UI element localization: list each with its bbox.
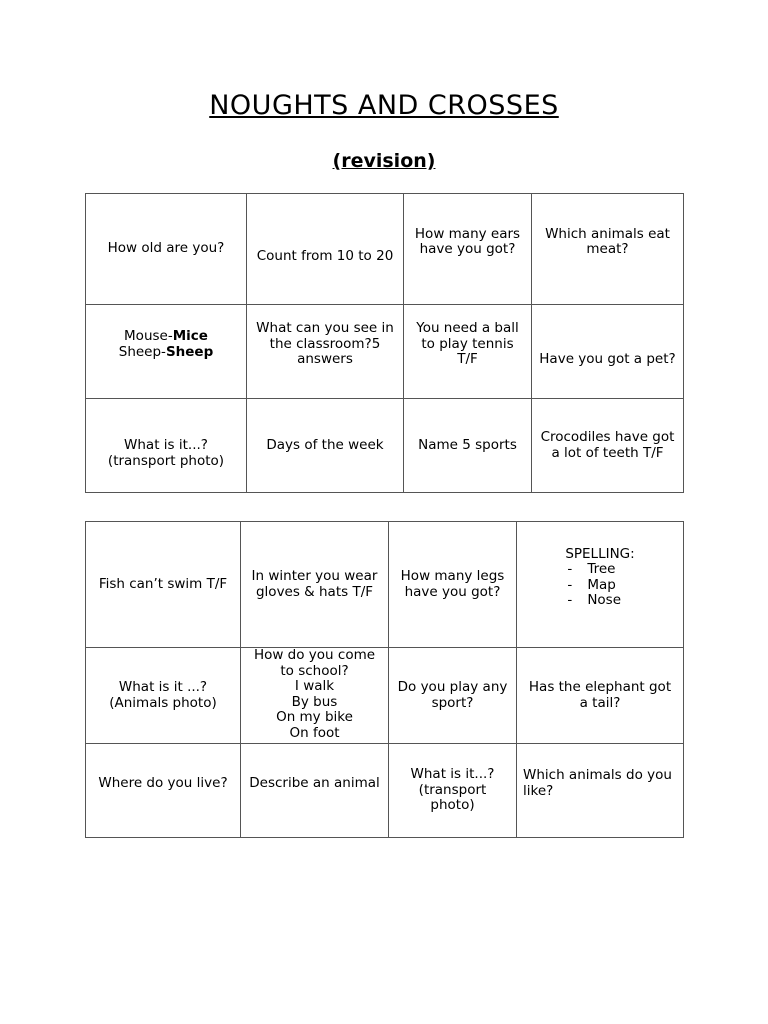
spelling-word: - Nose [565, 593, 634, 609]
grid-cell: Where do you live? [86, 744, 241, 838]
spelling-word: - Tree [565, 562, 634, 578]
grid-cell: What is it ...? (Animals photo) [86, 648, 241, 744]
grid-cell: Name 5 sports [404, 399, 532, 493]
word-pair-2: Sheep-Sheep [118, 343, 214, 360]
grid-cell [86, 305, 247, 399]
spelling-word: - Map [565, 578, 634, 594]
grid-cell: What is it...? (transport photo) [86, 399, 247, 493]
grid-cell: Has the elephant got a tail? [517, 648, 684, 744]
grid-cell: How old are you? [86, 194, 247, 305]
grid-cell: What can you see in the classroom?5 answers [247, 305, 404, 399]
grid-cell: You need a ball to play tennis T/F [404, 305, 532, 399]
grid-cell: What is it...? (transport photo) [389, 744, 517, 838]
grid-cell: Which animals eat meat? [532, 194, 684, 305]
grid-cell: Have you got a pet? [532, 305, 684, 399]
grid-cell: Crocodiles have got a lot of teeth T/F [532, 399, 684, 493]
game-grid-1 [85, 193, 684, 493]
grid-cell: Fish can’t swim T/F [86, 522, 241, 648]
school-option: On foot [289, 724, 340, 741]
spelling-cell [517, 522, 684, 648]
school-option: I walk [294, 678, 335, 694]
grid-cell: Days of the week [247, 399, 404, 493]
grid-cell: How many ears have you got? [404, 194, 532, 305]
grid-cell: Count from 10 to 20 [247, 194, 404, 305]
page-title: NOUGHTS AND CROSSES [209, 90, 559, 121]
school-question: How do you come to school? [253, 647, 376, 679]
grid-cell: How many legs have you got? [389, 522, 517, 648]
grid-cell: In winter you wear gloves & hats T/F [241, 522, 389, 648]
grid-cell: Which animals do you like? [517, 744, 684, 838]
word-pair-1: Mouse-Mice [124, 328, 208, 344]
school-option: By bus [291, 693, 338, 710]
game-grid-2 [85, 521, 684, 838]
page-subtitle: (revision) [332, 150, 436, 172]
grid-cell: Do you play any sport? [389, 648, 517, 744]
grid-cell: Describe an animal [241, 744, 389, 838]
school-cell [241, 648, 389, 744]
school-option: On my bike [276, 709, 353, 725]
spelling-title: SPELLING: [565, 545, 635, 562]
